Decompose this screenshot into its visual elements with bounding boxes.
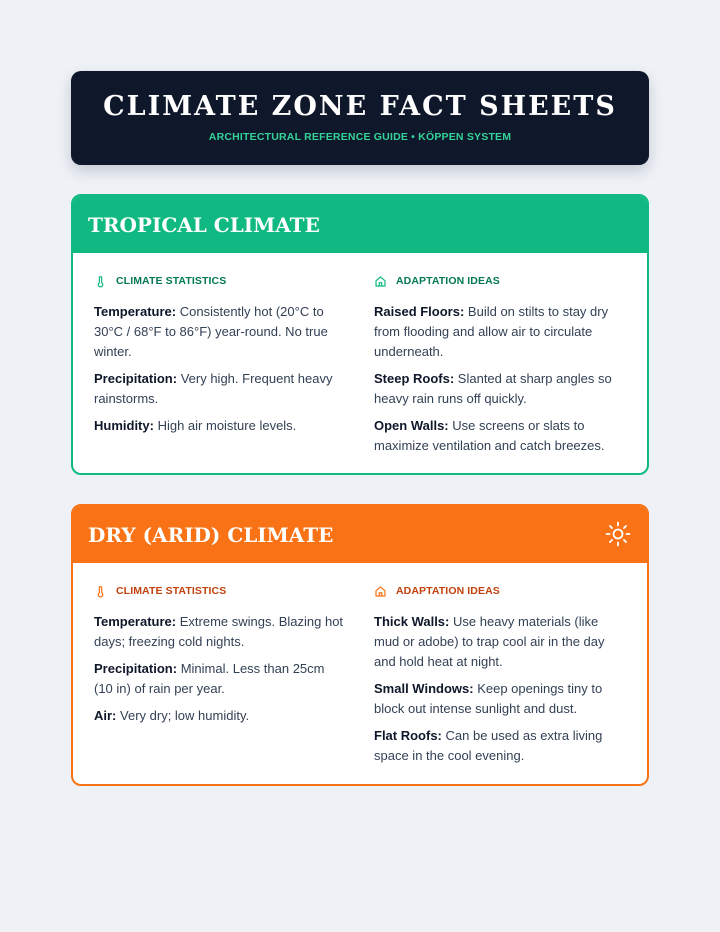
idea-item: Open Walls: Use screens or slats to maximize ventilation and catch breezes. — [374, 418, 605, 453]
page-subtitle: ARCHITECTURAL REFERENCE GUIDE • KÖPPEN SYSTEM — [208, 131, 512, 143]
idea-item: Small Windows: Keep openings tiny to block out intense sunlight and dust. — [374, 681, 603, 716]
section-heading-label: ADAPTATION IDEAS — [396, 585, 500, 597]
card-header — [73, 196, 647, 253]
stat-item: Precipitation: Very high. Frequent heavy rainstorms. — [94, 371, 333, 406]
stat-item: Temperature: Extreme swings. Blazing hot days; freezing cold nights. — [94, 614, 344, 649]
page-header — [71, 71, 649, 165]
section-heading — [374, 274, 619, 288]
card-header — [73, 506, 647, 563]
thermometer-icon — [94, 275, 107, 288]
section-heading-label: ADAPTATION IDEAS — [396, 275, 500, 287]
card-title: DRY (ARID) CLIMATE — [88, 522, 334, 547]
idea-item: Raised Floors: Build on stilts to stay dry from flooding and allow air to circulate underneath. — [374, 304, 609, 359]
section-heading — [94, 274, 344, 288]
climate-statistics-column — [94, 274, 344, 443]
idea-item: Thick Walls: Use heavy materials (like mud or adobe) to trap cool air in the day and hold heat at night. — [374, 614, 605, 669]
arid-climate-card — [71, 504, 649, 786]
house-icon — [374, 275, 387, 288]
adaptation-ideas-column — [374, 274, 619, 463]
adaptation-ideas-column — [374, 584, 619, 773]
thermometer-icon — [94, 585, 107, 598]
stat-item: Precipitation: Minimal. Less than 25cm (10 in) of rain per year. — [94, 661, 325, 696]
tropical-climate-card — [71, 194, 649, 475]
climate-statistics-column — [94, 584, 344, 733]
section-heading-label: CLIMATE STATISTICS — [116, 585, 227, 597]
page-title: CLIMATE ZONE FACT SHEETS — [103, 91, 617, 122]
sun-icon — [605, 521, 631, 547]
section-heading — [94, 584, 344, 598]
stat-item: Air: Very dry; low humidity. — [94, 708, 250, 723]
idea-item: Flat Roofs: Can be used as extra living space in the cool evening. — [374, 728, 603, 763]
section-heading-label: CLIMATE STATISTICS — [116, 275, 227, 287]
stat-item: Temperature: Consistently hot (20°C to 30°C / 68°F to 86°F) year-round. No true winter. — [94, 304, 328, 359]
section-heading — [374, 584, 619, 598]
card-title: TROPICAL CLIMATE — [88, 212, 320, 237]
idea-item: Steep Roofs: Slanted at sharp angles so heavy rain runs off quickly. — [374, 371, 612, 406]
house-icon — [374, 585, 387, 598]
stat-item: Humidity: High air moisture levels. — [94, 418, 297, 433]
